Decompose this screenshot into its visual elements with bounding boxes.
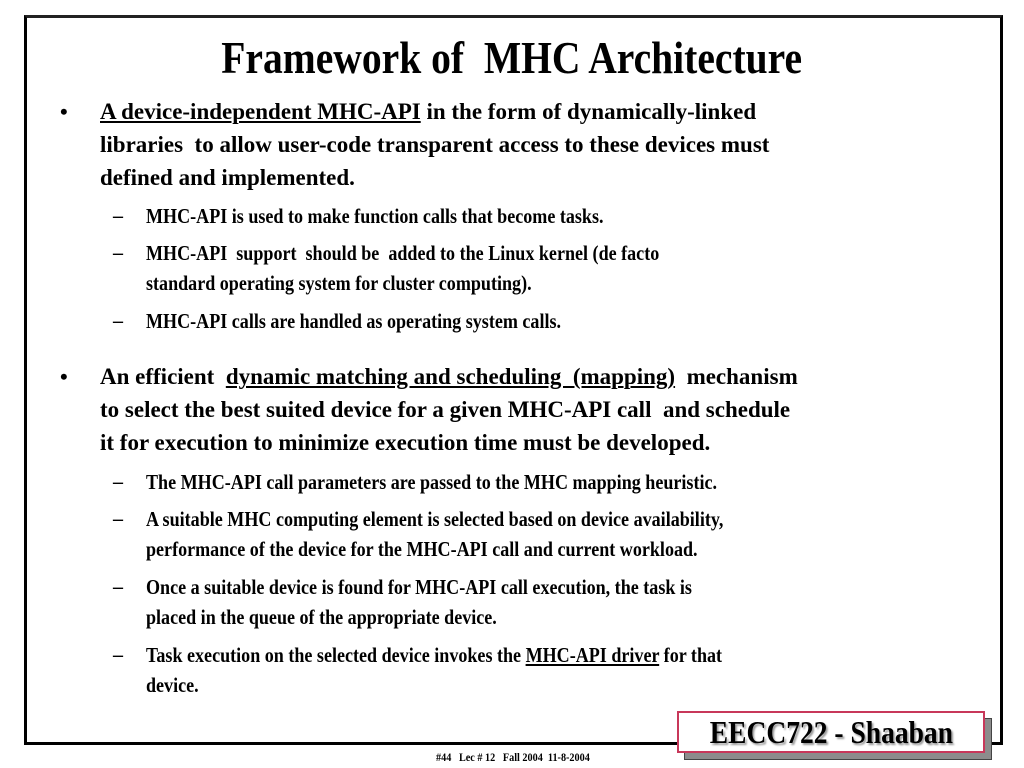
- slide-title-text: Framework of MHC Architecture: [221, 32, 803, 83]
- bullet-1-line-2: libraries to allow user-code transparent access to these devices must: [100, 132, 770, 157]
- bullet-1-line-1: A device-independent MHC-API in the form of dynamically-linked: [100, 99, 757, 124]
- bullet-icon: •: [60, 99, 68, 124]
- sub-bullet-dash-icon: –: [113, 644, 123, 666]
- sub-bullet-dash-icon: –: [113, 310, 123, 332]
- sub-item: MHC-API calls are handled as operating system calls.: [146, 309, 562, 333]
- sub-item-continued: device.: [146, 673, 199, 697]
- sub-bullet-dash-icon: –: [113, 471, 123, 493]
- slide-title: [0, 33, 1024, 83]
- sub-item: Once a suitable device is found for MHC-API call execution, the task is: [146, 575, 692, 599]
- sub-item: The MHC-API call parameters are passed to the MHC mapping heuristic.: [146, 470, 718, 494]
- bullet-1-underlined-term: A device-independent MHC-API: [100, 99, 421, 124]
- bullet-1-line-3: defined and implemented.: [100, 165, 355, 190]
- bullet-2-underlined-term: dynamic matching and scheduling (mapping): [225, 364, 676, 389]
- sub-item: MHC-API support should be added to the Linux kernel (de facto: [146, 241, 660, 265]
- sub-bullet-dash-icon: –: [113, 508, 123, 530]
- sub-bullet-dash-icon: –: [113, 576, 123, 598]
- driver-underlined-term: MHC-API driver: [525, 643, 660, 667]
- sub-bullet-dash-icon: –: [113, 242, 123, 264]
- bullet-2-line-3: it for execution to minimize execution time must be developed.: [100, 430, 711, 455]
- sub-item: A suitable MHC computing element is selected based on device availability,: [146, 507, 724, 531]
- sub-bullet-dash-icon: –: [113, 205, 123, 227]
- sub-item: Task execution on the selected device invokes the MHC-API driver for that: [146, 643, 723, 667]
- sub-item-continued: performance of the device for the MHC-API call and current workload.: [146, 537, 698, 561]
- sub-item-continued: placed in the queue of the appropriate device.: [146, 605, 497, 629]
- bullet-2-line-1: An efficient dynamic matching and scheduling (mapping) mechanism: [100, 364, 798, 389]
- sub-item: MHC-API is used to make function calls that become tasks.: [146, 204, 604, 228]
- slide-footer: #44 Lec # 12 Fall 2004 11-8-2004: [436, 750, 590, 764]
- course-badge: EECC722 - Shaaban: [677, 711, 985, 753]
- bullet-2-line-2: to select the best suited device for a given MHC-API call and schedule: [100, 397, 791, 422]
- bullet-icon: •: [60, 364, 68, 389]
- sub-item-continued: standard operating system for cluster computing).: [146, 271, 532, 295]
